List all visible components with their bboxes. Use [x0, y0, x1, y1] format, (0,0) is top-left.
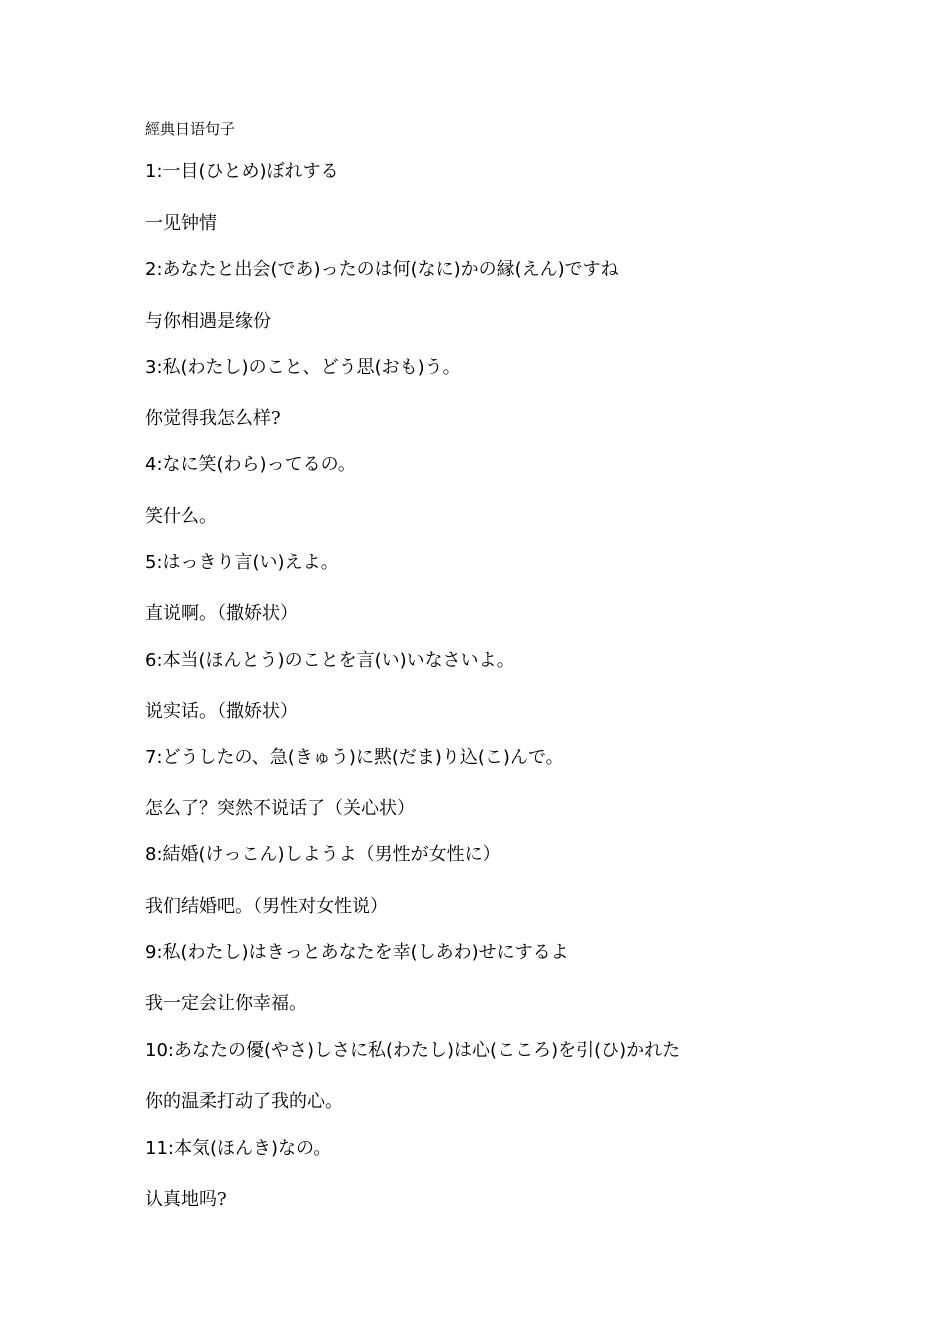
entry-11-translation	[145, 1188, 905, 1212]
japanese-text: どうしたの、急(きゅう)に黙(だま)り込(こ)んで。	[162, 747, 564, 768]
entry-number: 2:	[145, 259, 163, 280]
chinese-translation: 一见钟情	[145, 213, 217, 234]
entry-8	[145, 843, 905, 867]
japanese-text: はっきり言(い)えよ。	[162, 552, 339, 573]
entry-1-translation	[145, 212, 905, 236]
entry-number: 9:	[145, 942, 163, 963]
japanese-sentence	[145, 649, 905, 673]
japanese-sentence	[145, 941, 905, 965]
chinese-translation: 你的温柔打动了我的心。	[145, 1091, 343, 1112]
entry-number: 7:	[145, 747, 163, 768]
entry-7-translation	[145, 797, 905, 821]
japanese-sentence	[145, 551, 905, 575]
entry-10	[145, 1039, 905, 1063]
entry-5	[145, 551, 905, 575]
japanese-sentence	[145, 453, 905, 477]
document-title: 經典日语句子	[145, 120, 236, 138]
japanese-text: なに笑(わら)ってるの。	[162, 454, 356, 475]
entry-9	[145, 941, 905, 965]
japanese-sentence	[145, 1039, 905, 1063]
japanese-sentence	[145, 746, 905, 770]
entry-6-translation	[145, 700, 905, 724]
chinese-translation: 你觉得我怎么样?	[145, 408, 281, 429]
japanese-text: 本当(ほんとう)のことを言(い)いなさいよ。	[162, 650, 515, 671]
entry-number: 6:	[145, 650, 163, 671]
chinese-translation: 认真地吗?	[145, 1189, 227, 1210]
entry-5-translation	[145, 602, 905, 626]
japanese-text: 結婚(けっこん)しようよ（男性が女性に）	[162, 844, 501, 865]
chinese-translation: 我一定会让你幸福。	[145, 993, 307, 1014]
entry-11	[145, 1137, 905, 1161]
entry-3-translation	[145, 407, 905, 431]
japanese-sentence	[145, 1137, 905, 1161]
japanese-sentence	[145, 843, 905, 867]
japanese-text: 私(わたし)はきっとあなたを幸(しあわ)せにするよ	[162, 942, 569, 963]
japanese-sentence	[145, 258, 905, 282]
entry-7	[145, 746, 905, 770]
entry-2-translation	[145, 310, 905, 334]
chinese-translation: 直说啊。（撒娇状）	[145, 603, 298, 624]
entry-1	[145, 160, 905, 184]
entry-number: 3:	[145, 357, 163, 378]
chinese-translation: 笑什么。	[145, 506, 217, 527]
entry-3	[145, 356, 905, 380]
entry-number: 4:	[145, 454, 163, 475]
japanese-text: あなたと出会(であ)ったのは何(なに)かの縁(えん)ですね	[162, 259, 619, 280]
entry-9-translation	[145, 992, 905, 1016]
japanese-text: 本気(ほんき)なの。	[173, 1138, 332, 1159]
chinese-translation: 我们结婚吧。（男性对女性说）	[145, 896, 388, 917]
entry-number: 5:	[145, 552, 163, 573]
entry-number: 8:	[145, 844, 163, 865]
chinese-translation: 说实话。（撒娇状）	[145, 701, 298, 722]
entry-number: 1:	[145, 161, 163, 182]
chinese-translation: 怎么了？突然不说话了（关心状）	[145, 798, 415, 819]
japanese-sentence	[145, 356, 905, 380]
entry-6	[145, 649, 905, 673]
chinese-translation: 与你相遇是缘份	[145, 311, 271, 332]
japanese-text: 一目(ひとめ)ぼれする	[162, 161, 339, 182]
entry-number: 10:	[145, 1040, 174, 1061]
entry-10-translation	[145, 1090, 905, 1114]
japanese-text: 私(わたし)のこと、どう思(おも)う。	[162, 357, 461, 378]
entry-2	[145, 258, 905, 282]
entry-number: 11:	[145, 1138, 174, 1159]
entry-4	[145, 453, 905, 477]
japanese-sentence	[145, 160, 905, 184]
entry-8-translation	[145, 895, 905, 919]
japanese-text: あなたの優(やさ)しさに私(わたし)は心(こころ)を引(ひ)かれた	[173, 1040, 681, 1061]
entry-4-translation	[145, 505, 905, 529]
